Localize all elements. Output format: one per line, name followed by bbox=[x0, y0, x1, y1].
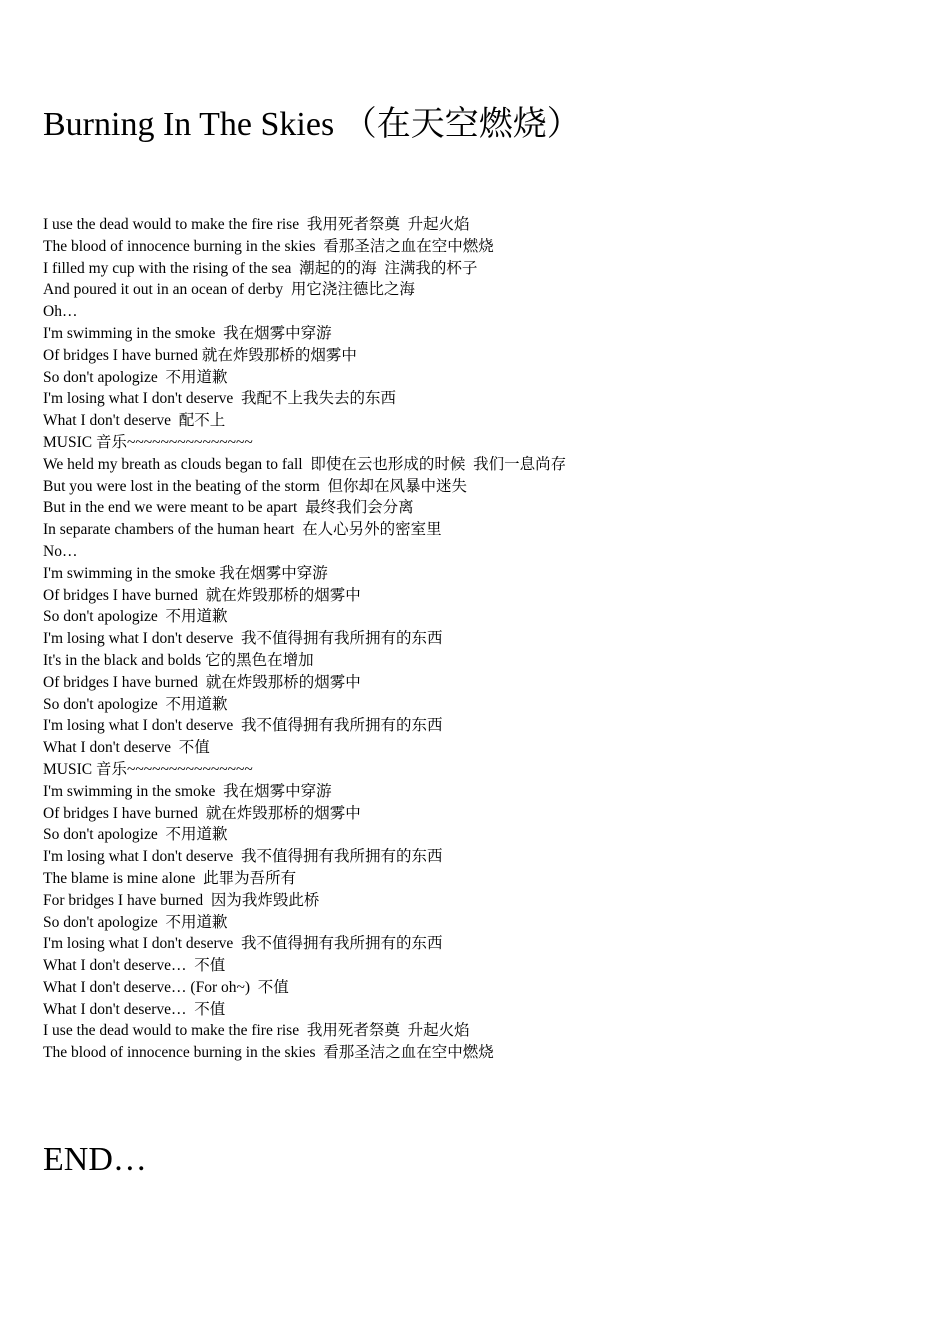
lyric-line: What I don't deserve 不值 bbox=[43, 739, 210, 757]
lyric-line: What I don't deserve… 不值 bbox=[43, 957, 226, 975]
lyric-line: What I don't deserve 配不上 bbox=[43, 412, 226, 430]
lyric-line: Of bridges I have burned 就在炸毁那桥的烟雾中 bbox=[43, 346, 357, 364]
lyric-line: Of bridges I have burned 就在炸毁那桥的烟雾中 bbox=[43, 673, 361, 691]
lyric-line: So don't apologize 不用道歉 bbox=[43, 368, 228, 386]
lyric-line: I use the dead would to make the fire rise 我用死者祭奠 升起火焰 bbox=[43, 1022, 470, 1040]
lyric-line: But you were lost in the beating of the storm 但你却在风暴中迷失 bbox=[43, 477, 468, 495]
lyric-line: So don't apologize 不用道歉 bbox=[43, 913, 228, 931]
lyrics-list bbox=[43, 214, 566, 1064]
lyric-line: We held my breath as clouds began to fall 即使在云也形成的时候 我们一息尚存 bbox=[43, 455, 567, 473]
lyric-line: I use the dead would to make the fire rise 我用死者祭奠 升起火焰 bbox=[43, 216, 470, 233]
lyric-line: I'm losing what I don't deserve 我配不上我失去的东西 bbox=[43, 390, 397, 408]
lyric-line: So don't apologize 不用道歉 bbox=[43, 826, 228, 844]
lyric-line: The blood of innocence burning in the skies 看那圣洁之血在空中燃烧 bbox=[43, 1044, 494, 1062]
lyric-line: I'm swimming in the smoke 我在烟雾中穿游 bbox=[43, 782, 332, 800]
lyric-line: I'm losing what I don't deserve 我不值得拥有我所拥有的东西 bbox=[43, 630, 443, 648]
lyric-line: MUSIC 音乐~~~~~~~~~~~~~~~ bbox=[43, 760, 253, 778]
lyric-line: What I don't deserve… 不值 bbox=[43, 1000, 226, 1018]
lyric-line: Oh… bbox=[43, 303, 78, 321]
lyric-line: I'm losing what I don't deserve 我不值得拥有我所拥有的东西 bbox=[43, 935, 443, 953]
lyric-line: It's in the black and bolds 它的黑色在增加 bbox=[43, 651, 314, 669]
lyric-line: No… bbox=[43, 542, 78, 560]
lyric-line: I'm swimming in the smoke 我在烟雾中穿游 bbox=[43, 324, 332, 342]
lyric-line: For bridges I have burned 因为我炸毁此桥 bbox=[43, 891, 320, 909]
lyric-line: So don't apologize 不用道歉 bbox=[43, 695, 228, 713]
lyric-line: MUSIC 音乐~~~~~~~~~~~~~~~ bbox=[43, 433, 253, 451]
lyric-line: But in the end we were meant to be apart 最终我们会分离 bbox=[43, 499, 414, 517]
lyric-line: The blame is mine alone 此罪为吾所有 bbox=[43, 869, 297, 887]
lyric-line: I filled my cup with the rising of the sea 潮起的的海 注满我的杯子 bbox=[43, 259, 478, 277]
end-mark: END… bbox=[43, 1141, 147, 1178]
page-title: Burning In The Skies （在天空燃烧） bbox=[43, 106, 581, 143]
lyric-line: So don't apologize 不用道歉 bbox=[43, 608, 228, 626]
lyric-line: What I don't deserve… (For oh~) 不值 bbox=[43, 978, 289, 996]
lyric-line: Of bridges I have burned 就在炸毁那桥的烟雾中 bbox=[43, 804, 361, 822]
lyric-line: The blood of innocence burning in the skies 看那圣洁之血在空中燃烧 bbox=[43, 237, 494, 255]
lyric-line: I'm swimming in the smoke 我在烟雾中穿游 bbox=[43, 564, 328, 582]
lyric-line: I'm losing what I don't deserve 我不值得拥有我所拥有的东西 bbox=[43, 848, 443, 866]
lyric-line: And poured it out in an ocean of derby 用它浇注德比之海 bbox=[43, 281, 415, 299]
lyric-line: In separate chambers of the human heart 在人心另外的密室里 bbox=[43, 521, 442, 539]
lyric-line: I'm losing what I don't deserve 我不值得拥有我所拥有的东西 bbox=[43, 717, 443, 735]
lyric-line: Of bridges I have burned 就在炸毁那桥的烟雾中 bbox=[43, 586, 361, 604]
